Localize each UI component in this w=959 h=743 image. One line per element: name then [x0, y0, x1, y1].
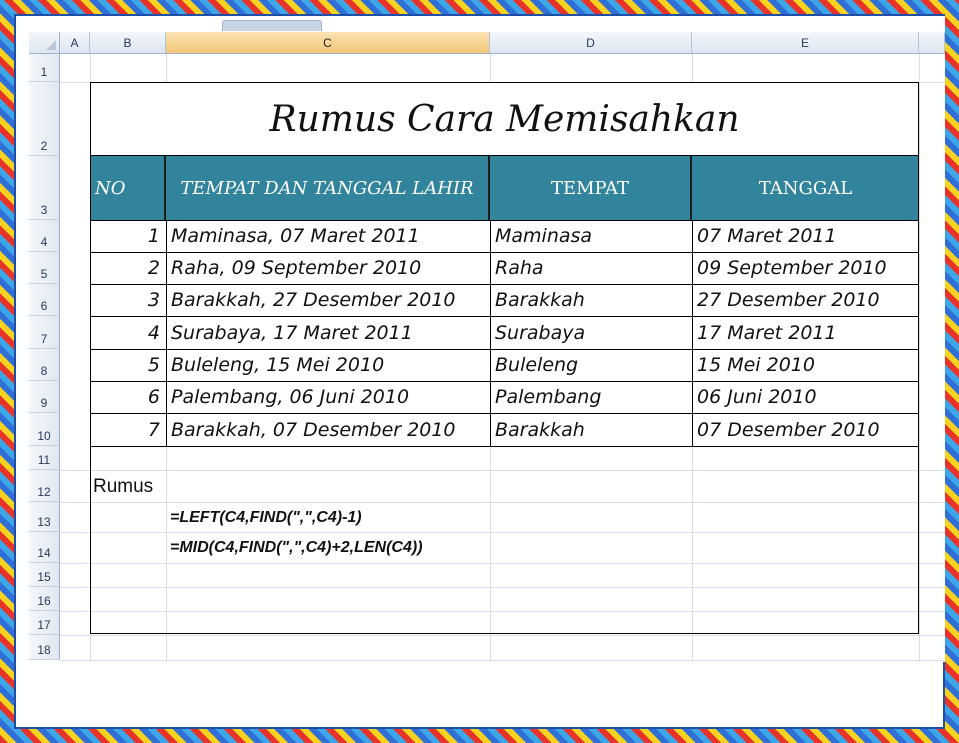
cell-tanggal[interactable]: 17 Maret 2011 — [697, 321, 837, 344]
row-header-8[interactable]: 8 — [29, 349, 60, 381]
row-header-9[interactable]: 9 — [29, 381, 60, 413]
row-header-13[interactable]: 13 — [29, 502, 60, 532]
cell-tanggal[interactable]: 07 Maret 2011 — [697, 225, 837, 247]
cell-tanggal[interactable]: 09 September 2010 — [697, 257, 887, 279]
table-line — [490, 220, 491, 446]
title-cell[interactable]: Rumus Cara Memisahkan — [90, 82, 919, 156]
column-header-b[interactable]: B — [90, 32, 166, 54]
cell-tempat[interactable]: Raha — [495, 257, 544, 279]
cell-full[interactable]: Barakkah, 07 Desember 2010 — [171, 418, 456, 441]
row-header-3[interactable]: 3 — [29, 156, 60, 220]
header-no[interactable]: NO — [90, 156, 166, 220]
top-strip — [29, 16, 945, 32]
row-header-15[interactable]: 15 — [29, 563, 60, 587]
rumus-label[interactable]: Rumus — [93, 476, 154, 497]
row-header-5[interactable]: 5 — [29, 252, 60, 284]
row-header-17[interactable]: 17 — [29, 611, 60, 635]
cell-tanggal[interactable]: 27 Desember 2010 — [697, 289, 880, 311]
row-header-1[interactable]: 1 — [29, 54, 60, 82]
cell-no[interactable]: 4 — [147, 321, 160, 344]
cell-tempat[interactable]: Buleleng — [495, 354, 579, 376]
row-header-2[interactable]: 2 — [29, 82, 60, 156]
gridline — [60, 660, 945, 661]
gridline — [60, 587, 945, 588]
header-tempat[interactable]: TEMPAT — [490, 156, 692, 220]
column-header-e[interactable]: E — [692, 32, 919, 54]
gridline — [919, 54, 920, 662]
header-tanggal[interactable]: TANGGAL — [692, 156, 919, 220]
cell-full[interactable]: Buleleng, 15 Mei 2010 — [171, 354, 385, 376]
select-all-corner[interactable] — [29, 32, 60, 54]
row-header-4[interactable]: 4 — [29, 220, 60, 252]
table-line — [692, 220, 693, 446]
cell-full[interactable]: Barakkah, 27 Desember 2010 — [171, 289, 456, 311]
row-header-12[interactable]: 12 — [29, 470, 60, 502]
scroll-tab[interactable] — [222, 20, 322, 31]
formula-mid[interactable]: =MID(C4,FIND(",",C4)+2,LEN(C4)) — [170, 539, 423, 556]
cell-full[interactable]: Raha, 09 September 2010 — [171, 257, 422, 279]
row-header-10[interactable]: 10 — [29, 413, 60, 446]
formula-left[interactable]: =LEFT(C4,FIND(",",C4)-1) — [170, 509, 362, 526]
cell-full[interactable]: Maminasa, 07 Maret 2011 — [171, 225, 420, 247]
row-header-6[interactable]: 6 — [29, 284, 60, 316]
table-line — [90, 316, 919, 317]
cell-no[interactable]: 5 — [147, 354, 160, 376]
cell-tanggal[interactable]: 06 Juni 2010 — [697, 386, 817, 408]
spreadsheet-sheet — [29, 32, 945, 662]
row-header-16[interactable]: 16 — [29, 587, 60, 611]
table-line — [166, 220, 167, 446]
row-header-11[interactable]: 11 — [29, 446, 60, 470]
table-line — [90, 252, 919, 253]
cell-full[interactable]: Surabaya, 17 Maret 2011 — [171, 321, 413, 344]
row-header-14[interactable]: 14 — [29, 532, 60, 563]
cell-full[interactable]: Palembang, 06 Juni 2010 — [171, 386, 410, 408]
header-tempat-tanggal-lahir[interactable]: TEMPAT DAN TANGGAL LAHIR — [166, 156, 490, 220]
cell-no[interactable]: 3 — [147, 289, 160, 311]
gridline — [60, 532, 945, 533]
table-line — [90, 284, 919, 285]
cell-tanggal[interactable]: 07 Desember 2010 — [697, 418, 880, 441]
cell-no[interactable]: 6 — [147, 386, 160, 408]
gridline — [60, 611, 945, 612]
cell-tempat[interactable]: Barakkah — [495, 418, 585, 441]
gridline — [60, 502, 945, 503]
select-all-icon — [46, 40, 56, 50]
column-header-d[interactable]: D — [490, 32, 692, 54]
column-header-a[interactable]: A — [60, 32, 90, 54]
row-header-7[interactable]: 7 — [29, 316, 60, 349]
table-line — [90, 381, 919, 382]
cell-no[interactable]: 7 — [147, 418, 160, 441]
cell-tempat[interactable]: Palembang — [495, 386, 602, 408]
gridline — [60, 470, 945, 471]
table-line — [90, 413, 919, 414]
gridline — [60, 563, 945, 564]
gridline — [60, 635, 945, 636]
table-line — [90, 220, 919, 221]
table-line — [90, 446, 919, 447]
cell-tempat[interactable]: Surabaya — [495, 321, 586, 344]
column-header-f[interactable] — [919, 32, 945, 54]
cell-tanggal[interactable]: 15 Mei 2010 — [697, 354, 815, 376]
table-line — [90, 349, 919, 350]
cell-no[interactable]: 1 — [147, 225, 160, 247]
cell-tempat[interactable]: Barakkah — [495, 289, 585, 311]
cell-tempat[interactable]: Maminasa — [495, 225, 593, 247]
row-header-18[interactable]: 18 — [29, 635, 60, 660]
column-header-c[interactable]: C — [166, 32, 490, 54]
cell-no[interactable]: 2 — [147, 257, 160, 279]
